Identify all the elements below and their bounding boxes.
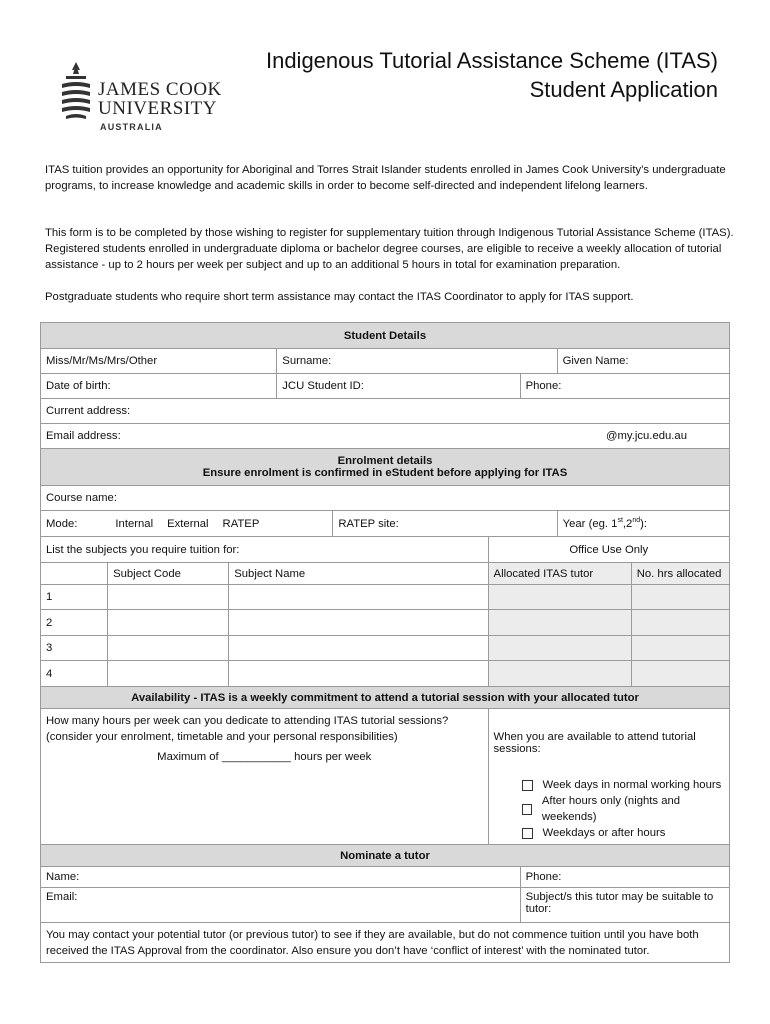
page-title — [266, 46, 718, 104]
subject-name-cell[interactable] — [229, 610, 488, 636]
subject-name-cell[interactable] — [229, 585, 488, 610]
option-weekdays-or-after-hours[interactable]: Weekdays or after hours — [522, 825, 724, 841]
table-row-number: 3 — [41, 636, 108, 661]
hours-allocated-cell — [631, 661, 729, 687]
hours-allocated-cell — [631, 636, 729, 661]
availability-options-cell — [488, 709, 729, 845]
enrolment-heading — [41, 449, 730, 486]
subjects-label: List the subjects you require tuition for: — [41, 537, 489, 563]
table-row-number: 2 — [41, 610, 108, 636]
surname-field[interactable]: Surname: — [277, 349, 557, 374]
max-hours-blank[interactable]: ___________ — [221, 751, 291, 763]
tutor-phone-field[interactable]: Phone: — [520, 867, 729, 888]
subject-code-cell[interactable] — [108, 610, 229, 636]
option-after-hours[interactable]: After hours only (nights and weekends) — [522, 793, 724, 825]
allocated-tutor-cell — [488, 636, 631, 661]
option-weekdays[interactable]: Week days in normal working hours — [522, 777, 724, 793]
subject-name-header: Subject Name — [229, 563, 488, 585]
intro-paragraph-3: Postgraduate students who require short term assistance may contact the ITAS Coordinator to apply for ITAS support. — [45, 291, 634, 303]
mode-internal-option[interactable]: Internal — [115, 517, 154, 530]
tutor-name-field[interactable]: Name: — [41, 867, 521, 888]
checkbox[interactable] — [522, 804, 532, 815]
office-use-label: Office Use Only — [488, 537, 729, 563]
checkbox[interactable] — [522, 828, 533, 839]
title-field[interactable]: Miss/Mr/Ms/Mrs/Other — [41, 349, 277, 374]
hours-allocated-header: No. hrs allocated — [631, 563, 729, 585]
jcu-crest-icon — [58, 60, 94, 122]
availability-when-label: When you are available to attend tutorial sessions: — [493, 731, 696, 755]
mode-ratep-option[interactable]: RATEP — [222, 517, 260, 530]
subject-name-cell[interactable] — [229, 636, 488, 661]
nominate-tutor-heading: Nominate a tutor — [41, 845, 730, 867]
email-label: Email address: — [46, 430, 121, 442]
logo-line-3: AUSTRALIA — [100, 122, 163, 132]
max-hours-line[interactable]: Maximum of ___________ hours per week — [157, 751, 372, 763]
mode-label: Mode: — [46, 517, 78, 530]
allocated-tutor-cell — [488, 610, 631, 636]
tutor-email-field[interactable]: Email: — [41, 888, 521, 923]
email-domain: @my.jcu.edu.au — [606, 430, 687, 442]
allocated-tutor-header: Allocated ITAS tutor — [488, 563, 631, 585]
enrolment-heading-title: Enrolment details — [337, 455, 433, 467]
logo-line-1: JAMES COOK — [98, 79, 222, 100]
row-number-header — [41, 563, 108, 585]
year-field[interactable] — [557, 511, 729, 537]
ratep-site-field[interactable]: RATEP site: — [333, 511, 557, 537]
dob-field[interactable]: Date of birth: — [41, 374, 277, 399]
course-name-field[interactable]: Course name: — [41, 486, 730, 511]
mode-external-option[interactable]: External — [167, 517, 209, 530]
table-row-number: 1 — [41, 585, 108, 610]
student-details-heading: Student Details — [41, 323, 730, 349]
title-line-1: Indigenous Tutorial Assistance Scheme (ITAS) — [265, 48, 718, 73]
year-label: Year (eg. 1st,2nd): — [562, 517, 648, 530]
subject-code-cell[interactable] — [108, 661, 229, 687]
tutor-subjects-field[interactable]: Subject/s this tutor may be suitable to tutor: — [520, 888, 729, 923]
subject-code-cell[interactable] — [108, 585, 229, 610]
allocated-tutor-cell — [488, 585, 631, 610]
subject-code-header: Subject Code — [108, 563, 229, 585]
hours-allocated-cell — [631, 585, 729, 610]
hours-question-cell — [41, 709, 489, 845]
allocated-tutor-cell — [488, 661, 631, 687]
hours-question: How many hours per week can you dedicate to attending ITAS tutorial sessions? (consider your enrolment, timetable and your personal responsibilities) — [46, 715, 449, 743]
intro-paragraph-2: This form is to be completed by those wishing to register for supplementary tuition through Indigenous Tutorial Assistance Scheme (ITAS). Registered students enrolled in undergraduate diploma or bachelor degree courses, are eligible to receive a weekly allocation of tutorial assistance - up to 2 hours per week per subject and up to an additional 5 hours in total for examination preparation. — [45, 227, 734, 271]
subject-name-cell[interactable] — [229, 661, 488, 687]
jcu-logo — [58, 60, 233, 135]
tutor-note: You may contact your potential tutor (or previous tutor) to see if they are available, but do not commence tuition until you have both received the ITAS Approval from the coordinator. Also ensure you don’t have ‘conflict of interest’ with the nominated tutor. — [41, 923, 730, 963]
title-line-2: Student Application — [529, 77, 718, 102]
table-row-number: 4 — [41, 661, 108, 687]
subject-code-cell[interactable] — [108, 636, 229, 661]
enrolment-heading-note: Ensure enrolment is confirmed in eStudent before applying for ITAS — [202, 467, 568, 479]
intro-paragraph-1: ITAS tuition provides an opportunity for Aboriginal and Torres Strait Islander students enrolled in James Cook University’s undergraduate programs, to increase knowledge and academic skills in order to become self-directed and independent lifelong learners. — [45, 164, 726, 192]
address-field[interactable]: Current address: — [41, 399, 730, 424]
student-id-field[interactable]: JCU Student ID: — [277, 374, 520, 399]
availability-heading: Availability - ITAS is a weekly commitment to attend a tutorial session with your allocated tutor — [41, 687, 730, 709]
mode-field[interactable] — [41, 511, 333, 537]
application-form — [40, 322, 730, 963]
logo-line-2: UNIVERSITY — [98, 98, 217, 119]
email-field[interactable] — [41, 424, 730, 449]
phone-field[interactable]: Phone: — [520, 374, 729, 399]
given-name-field[interactable]: Given Name: — [557, 349, 729, 374]
hours-allocated-cell — [631, 610, 729, 636]
checkbox[interactable] — [522, 780, 533, 791]
